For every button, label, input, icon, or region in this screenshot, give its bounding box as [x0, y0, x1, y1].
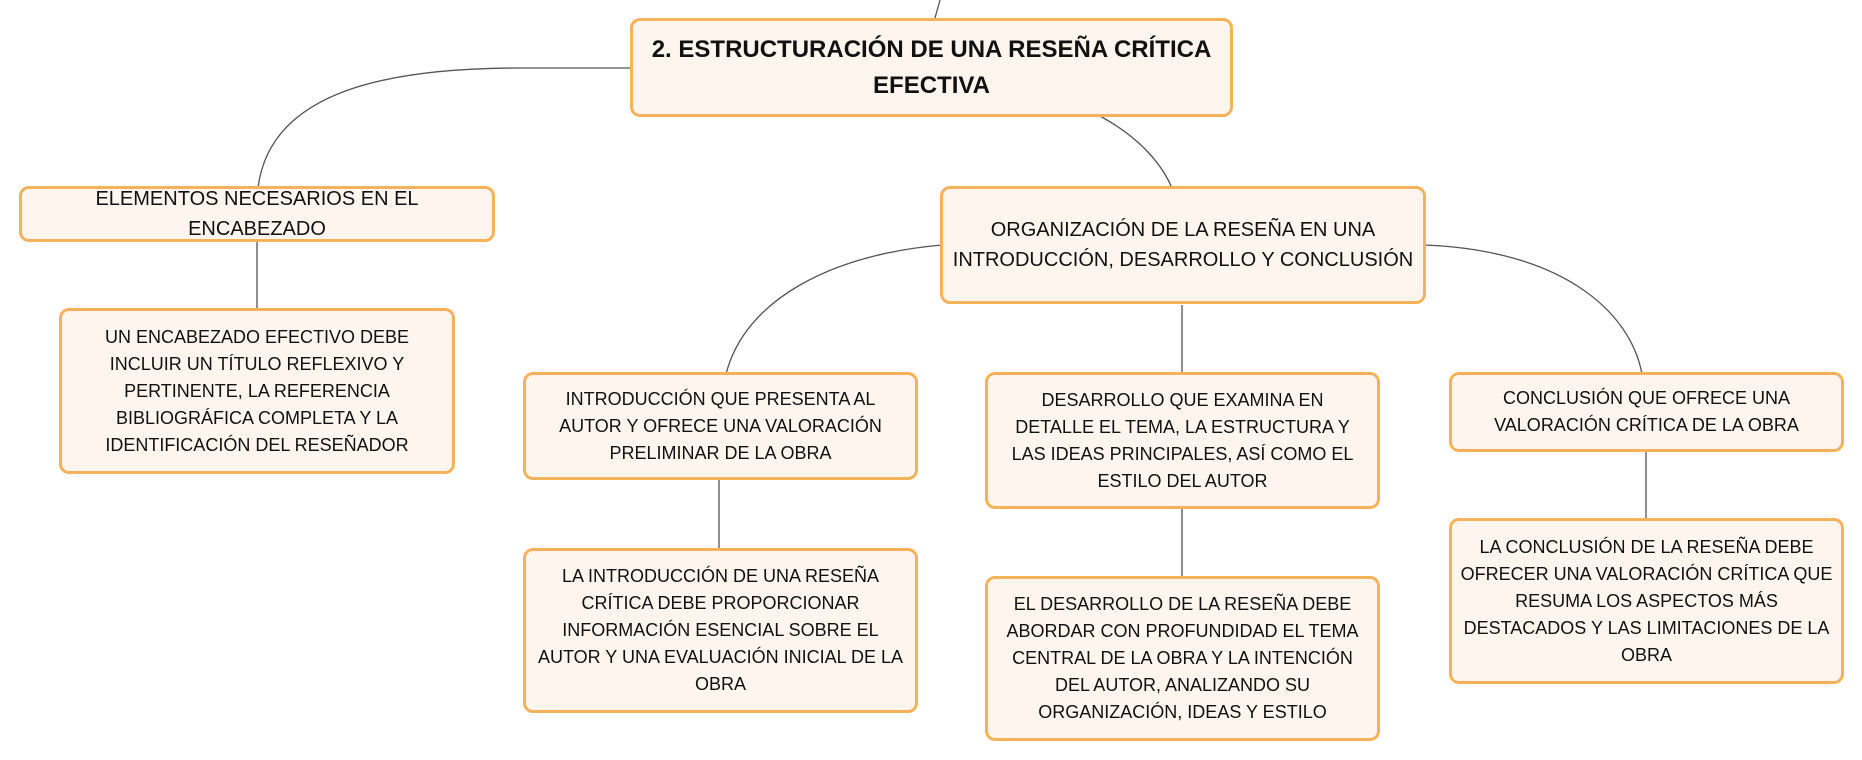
development-detail-label: EL DESARROLLO DE LA RESEÑA DEBE ABORDAR CON PROFUNDIDAD EL TEMA CENTRAL DE LA OBRA Y LA INTENCIÓN DEL AUTOR, ANALIZANDO SU ORGANIZACIÓN, IDEAS Y ESTILO [1006, 594, 1359, 722]
header-detail-label: UN ENCABEZADO EFECTIVO DEBE INCLUIR UN TÍTULO REFLEXIVO Y PERTINENTE, LA REFERENCIA BIBLIOGRÁFICA COMPLETA Y LA IDENTIFICACIÓN DEL RESEÑADOR [104, 326, 410, 455]
connector-root-to-header [258, 68, 633, 188]
connector-organization-to-conclusion [1424, 245, 1642, 374]
conclusion-detail-label: LA CONCLUSIÓN DE LA RESEÑA DEBE OFRECER UNA VALORACIÓN CRÍTICA QUE RESUMA LOS ASPECTOS MÁS DESTACADOS Y LAS LIMITACIONES DE LA OBRA [1460, 536, 1833, 665]
connector-organization-to-introduction [726, 245, 942, 374]
development-detail-node[interactable] [985, 576, 1380, 741]
introduction-node[interactable] [523, 372, 918, 480]
introduction-detail-node[interactable] [523, 548, 918, 713]
development-label: DESARROLLO QUE EXAMINA EN DETALLE EL TEMA, LA ESTRUCTURA Y LAS IDEAS PRINCIPALES, ASÍ COMO EL ESTILO DEL AUTOR [1011, 389, 1354, 491]
conclusion-detail-node[interactable] [1449, 518, 1844, 684]
development-node[interactable] [985, 372, 1380, 509]
introduction-label: INTRODUCCIÓN QUE PRESENTA AL AUTOR Y OFRECE UNA VALORACIÓN PRELIMINAR DE LA OBRA [559, 388, 882, 463]
conclusion-node[interactable] [1449, 372, 1844, 452]
header-branch-node[interactable] [19, 186, 495, 242]
organization-branch-node[interactable] [940, 186, 1426, 304]
header-branch-label: ELEMENTOS NECESARIOS EN EL ENCABEZADO [95, 188, 419, 240]
root-node-label: 2. ESTRUCTURACIÓN DE UNA RESEÑA CRÍTICA EFECTIVA [651, 35, 1212, 99]
header-detail-node[interactable] [59, 308, 455, 474]
organization-branch-label: ORGANIZACIÓN DE LA RESEÑA EN UNA INTRODUCCIÓN, DESARROLLO Y CONCLUSIÓN [952, 219, 1414, 271]
conclusion-label: CONCLUSIÓN QUE OFRECE UNA VALORACIÓN CRÍTICA DE LA OBRA [1494, 388, 1799, 435]
root-node[interactable] [630, 18, 1233, 117]
connector-root-parent [935, 0, 940, 18]
connector-root-to-organization [1100, 116, 1172, 188]
introduction-detail-label: LA INTRODUCCIÓN DE UNA RESEÑA CRÍTICA DEBE PROPORCIONAR INFORMACIÓN ESENCIAL SOBRE EL AUTOR Y UNA EVALUACIÓN INICIAL DE LA OBRA [537, 566, 904, 694]
